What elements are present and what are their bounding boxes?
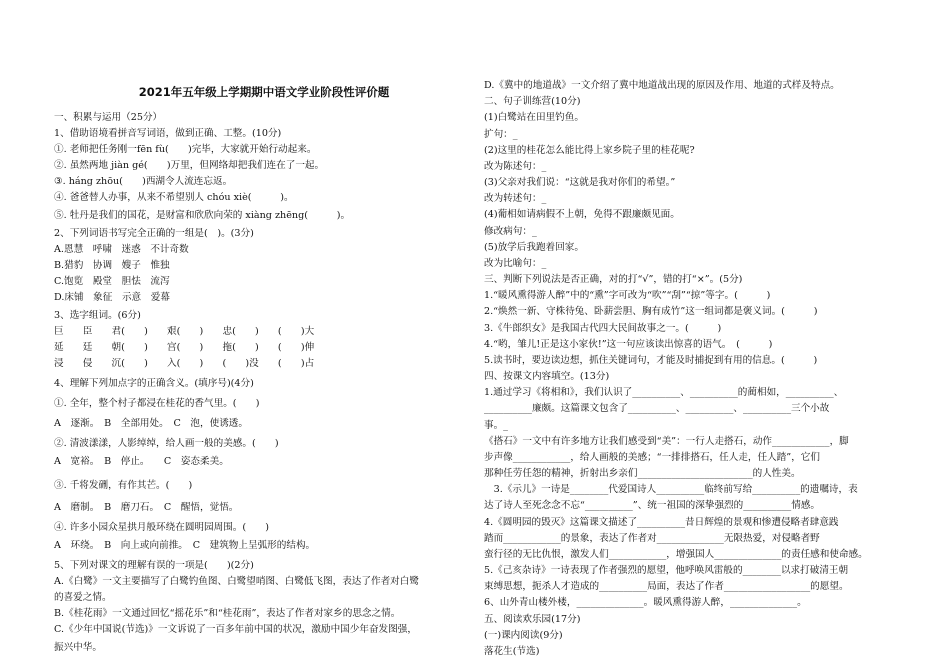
exam-title: 2021年五年级上学期期中语文学业阶段性评价题 xyxy=(138,85,390,99)
left-line: C.饱览 殿堂 胆怯 流泻 xyxy=(54,276,170,287)
left-line: 延 廷 朝( ) 宫( ) 拖( ) ( )伸 xyxy=(54,342,315,353)
right-line: 束缚思想，扼杀人才造成的__________局面，表达了作者__________________的愿望。 xyxy=(484,581,849,592)
left-line: B.猎豹 协调 嫂子 惟独 xyxy=(54,260,170,271)
right-line: 1.通过学习《将相和》，我们认识了__________、__________的蔺相如，__________、 xyxy=(484,387,844,398)
right-line: 二、句子训练营(10分) xyxy=(484,96,581,107)
right-line: (1)白鹭站在田里钓鱼。 xyxy=(484,112,584,123)
left-line: 一、积累与运用（25分） xyxy=(54,112,163,123)
right-line: (2)这里的桂花怎么能比得上家乡院子里的桂花呢? xyxy=(484,145,695,156)
left-line: 振兴中华。 xyxy=(54,642,102,653)
right-line: 四、按课文内容填空。(13分) xyxy=(484,371,610,382)
left-line: ④. 许多小园众星拱月般环绕在圆明园周围。( ) xyxy=(54,522,270,533)
right-line: 五、阅读欢乐园(17分) xyxy=(484,614,581,625)
left-line: B.《桂花雨》一文通过回忆“摇花乐”和“桂花雨”，表达了作者对家乡的思念之情。 xyxy=(54,608,401,619)
right-line: (4)葡相如请病假不上朝，免得不跟廉颇见面。 xyxy=(484,209,680,220)
left-line: A 环绕。 B 向上或向前推。 C 建筑物上呈弧形的结构。 xyxy=(54,540,316,551)
right-line: 6、山外青山楼外楼，______________。暖风熏得游人醉，______________。 xyxy=(484,597,807,608)
right-line: 修改病句：_ xyxy=(484,226,537,237)
left-line: 3、选字组词。(6分) xyxy=(54,310,141,321)
left-line: 2、下列词语书写完全正确的一组是( )。(3分) xyxy=(54,228,254,239)
left-line: A 逐渐。 B 全部用处。 C 泡，使诱透。 xyxy=(54,418,248,429)
right-line: 改为比喻句：_ xyxy=(484,258,547,269)
right-line: 5.《己亥杂诗》一诗表现了作者强烈的愿望，他呼唤风雷般的________以求打破清王朝 xyxy=(484,565,849,576)
right-line: 改为转述句：_ xyxy=(484,193,547,204)
right-line: 改为陈述句：_ xyxy=(484,161,547,172)
left-line: 的喜爱之情。 xyxy=(54,592,112,603)
right-line: 扩句：_ xyxy=(484,129,518,140)
left-line: D.床铺 象征 示意 爱幕 xyxy=(54,292,170,303)
right-line: 步声像____________，给人画般的美感；“一排排搭石，任人走，任人踏”，它们 xyxy=(484,452,820,463)
right-line: 踏而____________的景象，表达了作者对______________无限热爱，对侵略者野 xyxy=(484,533,820,544)
left-line: 4、理解下列加点字的正确含义。(填序号)(4分) xyxy=(54,378,254,389)
right-line: 三、判断下列说法是否正确，对的打“√”，错的打“×”。(5分) xyxy=(484,274,743,285)
left-line: ②. 清波漾漾，人影绰绰，给人画一般的美感。( ) xyxy=(54,438,279,449)
right-line: (5)放学后我跑着回家。 xyxy=(484,242,584,253)
right-line: 达了诗人至死念念不忘“__________”、统一祖国的深挚强烈的__________情感。 xyxy=(484,500,820,511)
left-line: A 磨制。 B 磨刀石。 C 醒悟，觉悟。 xyxy=(54,502,239,513)
left-line: 浸 侵 沉( ) 入( ) ( )没 ( )占 xyxy=(54,358,315,369)
right-line: D.《冀中的地道战》一文介绍了冀中地道战出现的原因及作用、地道的式样及特点。 xyxy=(484,80,840,91)
right-line: (3)父亲对我们说：“这就是我对你们的希望。” xyxy=(484,177,676,188)
right-line: 4.《圆明园的毁灭》这篇课文描述了__________昔日辉煌的景观和惨遭侵略者肆意践 xyxy=(484,517,839,528)
right-line: 3.《牛郎织女》是我国古代四大民间故事之一。( ) xyxy=(484,323,722,334)
right-line: (一)课内阅读(9分) xyxy=(484,630,563,641)
right-line: 蛮行径的无比仇恨，激发人们____________，增强国人______________的责任感和使命感。 xyxy=(484,549,868,560)
left-line: ④. 爸爸替人办事，从来不希望别人 chóu xiè( )。 xyxy=(54,192,294,203)
right-line: 1.“暖风熏得游人醉”中的“熏”字可改为“吹”“刮”“掠”等字。( ) xyxy=(484,290,771,301)
right-line: 5.读书时，要边读边想，抓住关键词句，才能及时捕捉到有用的信息。( ) xyxy=(484,355,818,366)
right-line: 那种任劳任怨的精神，折射出乡亲们________________________的人性美。 xyxy=(484,468,801,479)
left-line: A.《白鹭》一文主要描写了白鹭钓鱼图、白鹭望哨图、白鹭低飞图，表达了作者对白鹭 xyxy=(54,576,419,587)
left-line: ①. 全年，整个村子都浸在桂花的香气里。( ) xyxy=(54,398,260,409)
left-line: ③. 千将发硎，有作其芒。( ) xyxy=(54,480,193,491)
left-line: ①. 老师把任务刚一fēn fù( )完毕，大家就开始行动起来。 xyxy=(54,144,317,155)
right-line: 《搭石》一文中有许多地方让我们感受到“美”：一行人走搭石，动作____________，脚 xyxy=(484,436,849,447)
right-line: 4.“哟，雏儿!正是这小家伙!”这一句应该读出惊喜的语气。 ( ) xyxy=(484,339,773,350)
right-line: 3.《示儿》一诗是________代爱国诗人__________临终前写给__________的遗嘱诗，表 xyxy=(484,484,858,495)
left-line: ③. háng zhōu( )西湖令人流连忘返。 xyxy=(54,176,233,187)
left-line: 巨 臣 君( ) 艰( ) 忠( ) ( )大 xyxy=(54,326,315,337)
left-line: 5、下列对课文的理解有误的一项是( )(2分) xyxy=(54,560,254,571)
left-line: 1、借助语境看拼音写词语，做到正确、工整。(10分) xyxy=(54,128,282,139)
left-line: ②. 虽然两地 jiàn gé( )万里，但网络却把我们连在了一起。 xyxy=(54,160,325,171)
right-line: __________廉颇。这篇课文包含了__________、__________、__________三个小故 xyxy=(484,403,830,414)
right-line: 落花生(节选) xyxy=(484,646,540,657)
left-line: C.《少年中国说(节选)》一文诉说了一百多年前中国的状况，激励中国少年奋发图强， xyxy=(54,624,417,635)
left-line: ⑤. 牡丹是我们的国花，是财富和欣欣向荣的 xiàng zhēng( )。 xyxy=(54,210,351,221)
right-line: 2.“焕然一新、守株待兔、卧薪尝胆、胸有成竹”这一组词都是褒义词。( ) xyxy=(484,306,818,317)
left-line: A 宽裕。 B 停止。 C 姿态柔美。 xyxy=(54,456,229,467)
left-line: A.恩慧 呼啸 迷惑 不计奇数 xyxy=(54,244,189,255)
right-line: 事。_ xyxy=(484,420,508,431)
